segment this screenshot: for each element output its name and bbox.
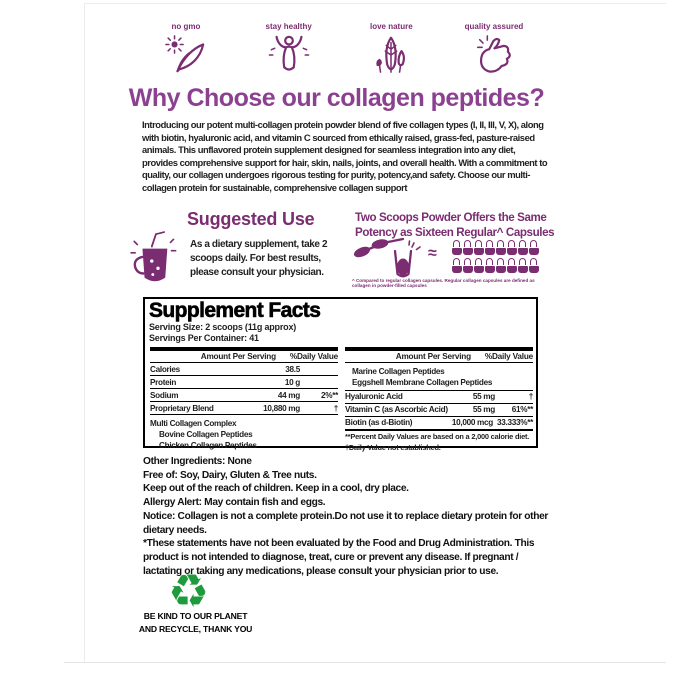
mug-icon: [129, 230, 187, 288]
capsule-icon: [507, 258, 517, 273]
recycle-line1: BE KIND TO OUR PLANET: [143, 611, 248, 621]
feature-badges: [140, 22, 540, 75]
badge-label: love nature: [369, 22, 413, 31]
supplement-facts-title: Supplement Facts: [149, 299, 321, 322]
amount-header: Amount Per Serving: [200, 352, 276, 361]
label-edge-top: [84, 3, 666, 4]
suggested-use-text: As a dietary supplement, take 2 scoops daily. For best results, please consult your physician.: [190, 239, 328, 278]
capsule-icon: [496, 240, 506, 255]
equivalence-title-line1: Two Scoops Powder Offers the Same: [355, 211, 547, 224]
badge-label: stay healthy: [265, 22, 312, 31]
equivalence-title-line2: Potency as Sixteen Regular^ Capsules: [355, 226, 555, 239]
capsule-icon: [463, 240, 473, 255]
fact-row-biotin: Biotin (as d-Biotin) 10,000 mcg 33.333%**: [345, 417, 533, 431]
capsule-icon: [518, 240, 528, 255]
note-other-ingredients: Other Ingredients: None: [143, 456, 252, 467]
stay-healthy-icon: [268, 33, 310, 75]
fact-row-hyaluronic-acid: Hyaluronic Acid 55 mg †: [345, 391, 533, 404]
facts-footnote-dagger: †Daily Value not established.: [345, 442, 441, 452]
capsule-icon: [485, 258, 495, 273]
no-gmo-icon: [165, 33, 207, 75]
complex-item: Chicken Collagen Peptides: [159, 440, 257, 450]
complex-item: Eggshell Membrane Collagen Peptides: [352, 377, 493, 387]
capsules-grid: [452, 240, 542, 273]
badge-stay-healthy: [243, 22, 335, 75]
complex-items-continued: [345, 363, 533, 391]
capsule-icon: [496, 258, 506, 273]
capsule-icon: [474, 240, 484, 255]
badge-quality-assured: [448, 22, 540, 75]
page-title: Why Choose our collagen peptides?: [128, 84, 545, 112]
suggested-use-title: Suggested Use: [187, 209, 315, 229]
quality-assured-icon: [473, 33, 515, 75]
capsule-icon: [529, 240, 539, 255]
equivalence-footnote: ^ Compared to regular collagen capsules. Regular collagen capsules are defined as collagen in powder-filled capsules: [352, 278, 535, 288]
column-header: [150, 347, 338, 363]
capsule-icon: [474, 258, 484, 273]
intro-paragraph: Introducing our potent multi-collagen protein powder blend of five collagen types (I, II, III, V, X), along with biotin, hyaluronic acid, and vitamin C sourced from ethically raised, grass-fed, pasture-raised animals. This unflavored protein supplement designed for seamless integration into any diet, provides comprehensive support for hair, skin, nails, joints, and overall health. With a commitment to quality, our collagen undergoes rigorous testing for purity, potency,and safety. Choose our multi-collagen protein for sustainable, comprehensive collagen support: [142, 119, 548, 193]
dv-header: %Daily Value: [484, 352, 533, 361]
label-edge-bottom: [64, 662, 666, 663]
serving-size: Serving Size: 2 scoops (11g approx): [149, 322, 297, 332]
badge-love-nature: [345, 22, 437, 75]
column-header: [345, 347, 533, 363]
dv-header: %Daily Value: [289, 352, 338, 361]
badge-no-gmo: [140, 22, 232, 75]
capsule-icon: [507, 240, 517, 255]
facts-footnote-dv: **Percent Daily Values are based on a 2,000 calorie diet.: [345, 432, 530, 441]
complex-title: Multi Collagen Complex: [150, 418, 237, 428]
facts-right-column: [345, 347, 533, 452]
capsule-icon: [529, 258, 539, 273]
note-keep-out: Keep out of the reach of children. Keep in a cool, dry place.: [143, 483, 409, 495]
multi-collagen-complex: [150, 415, 338, 451]
supplement-facts-panel: [143, 297, 538, 452]
capsule-icon: [463, 258, 473, 273]
approx-symbol: ≈: [428, 245, 437, 262]
love-nature-icon: [370, 33, 412, 75]
note-free-of: Free of: Soy, Dairy, Gluten & Tree nuts.: [143, 469, 317, 481]
amount-header: Amount Per Serving: [395, 352, 471, 361]
fact-row-protein: Protein 10 g: [150, 376, 338, 389]
fact-row-calories: Calories 38.5: [150, 363, 338, 376]
fact-row-vitamin-c: Vitamin C (as Ascorbic Acid) 55 mg 61%**: [345, 404, 533, 417]
badge-label: quality assured: [464, 22, 524, 31]
complex-item: Bovine Collagen Peptides: [159, 429, 253, 439]
capsule-icon: [485, 240, 495, 255]
notes-block: [143, 455, 557, 578]
capsule-icon: [518, 258, 528, 273]
note-allergy-alert: Allergy Alert: May contain fish and eggs.: [143, 497, 326, 509]
recycle-line2: AND RECYCLE, THANK YOU: [138, 624, 253, 634]
recycle-message: [118, 610, 273, 636]
complex-item: Marine Collagen Peptides: [352, 366, 445, 376]
capsule-icon: [452, 258, 462, 273]
note-fda-disclaimer: *These statements have not been evaluated by the Food and Drug Administration. This product is not intended to diagnose, treat, cure or prevent any disease. If pregnant / lactating or taking any medications, please consult your physician prior to use.: [143, 538, 535, 577]
facts-left-column: [150, 347, 338, 452]
fact-row-proprietary-blend: Proprietary Blend 10,880 mg †: [150, 402, 338, 415]
scoops-cup-icon: [351, 236, 425, 280]
facts-columns: [150, 347, 533, 452]
note-notice: Notice: Collagen is not a complete protein.Do not use it to replace dietary protein for other dietary needs.: [143, 510, 549, 536]
fact-row-sodium: Sodium 44 mg 2%**: [150, 389, 338, 402]
capsule-icon: [452, 240, 462, 255]
recycle-icon: ♻: [168, 564, 210, 618]
servings-per-container: Servings Per Container: 41: [149, 332, 259, 343]
badge-label: no gmo: [171, 22, 201, 31]
